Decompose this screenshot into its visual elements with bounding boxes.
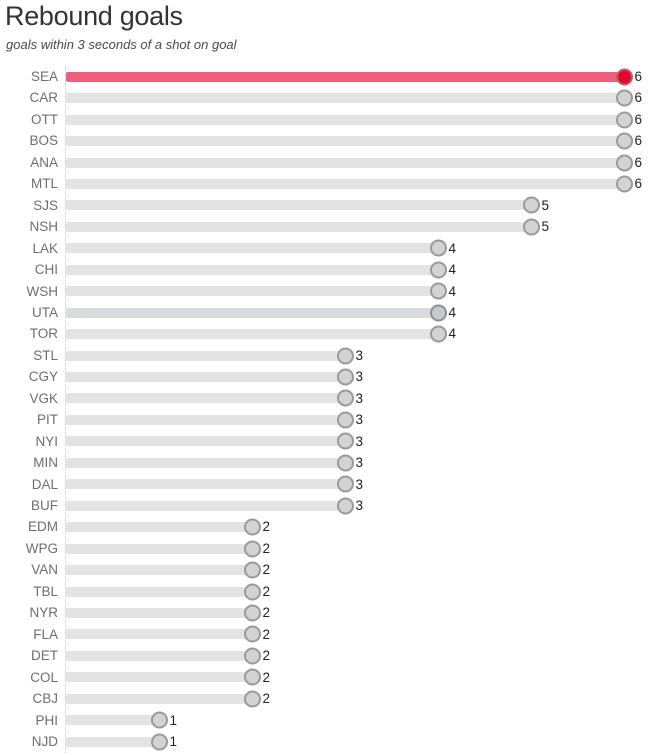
bar-ott[interactable] [66,115,624,125]
dot-marker-col[interactable] [244,669,261,686]
chart-row-phi [0,710,661,731]
value-label-njd: 1 [169,733,178,749]
bar-pit[interactable] [66,415,345,425]
value-label-phi: 1 [169,712,178,728]
category-label-vgk: VGK [29,390,58,406]
chart-row-min [0,452,661,473]
category-label-col: COL [30,669,58,685]
category-label-uta: UTA [32,304,58,320]
dot-marker-wpg[interactable] [244,540,261,557]
category-label-min: MIN [33,455,58,471]
dot-marker-edm[interactable] [244,519,261,536]
category-label-dal: DAL [31,476,58,492]
chart-row-col [0,667,661,688]
dot-marker-stl[interactable] [337,347,354,364]
bar-nyi[interactable] [66,436,345,446]
bar-nsh[interactable] [66,222,531,232]
category-label-wsh: WSH [26,283,58,299]
bar-stl[interactable] [66,351,345,361]
bar-car[interactable] [66,93,624,103]
dot-marker-min[interactable] [337,454,354,471]
chart-row-dal [0,474,661,495]
category-label-mtl: MTL [31,176,58,192]
dot-marker-ott[interactable] [616,111,633,128]
bar-min[interactable] [66,458,345,468]
chart-row-wsh [0,281,661,302]
bar-sea[interactable] [66,72,624,82]
dot-marker-fla[interactable] [244,626,261,643]
bar-chi[interactable] [66,265,438,275]
chart-row-lak [0,238,661,259]
value-label-nyr: 2 [262,605,271,621]
chart-row-vgk [0,388,661,409]
value-label-chi: 4 [448,262,457,278]
dot-marker-nsh[interactable] [523,218,540,235]
dot-marker-pit[interactable] [337,411,354,428]
chart-row-tor [0,323,661,344]
dot-marker-phi[interactable] [151,712,168,729]
dot-marker-bos[interactable] [616,133,633,150]
dot-marker-lak[interactable] [430,240,447,257]
value-label-pit: 3 [355,412,364,428]
bar-wsh[interactable] [66,286,438,296]
value-label-det: 2 [262,648,271,664]
category-label-nyr: NYR [29,605,58,621]
category-label-cgy: CGY [28,369,58,385]
dot-marker-nyr[interactable] [244,604,261,621]
value-label-tor: 4 [448,326,457,342]
bar-dal[interactable] [66,479,345,489]
bar-det[interactable] [66,651,252,661]
plot-area [0,66,661,753]
chart-row-car [0,87,661,108]
dot-marker-chi[interactable] [430,261,447,278]
value-label-car: 6 [634,90,643,106]
chart-row-stl [0,345,661,366]
chart-row-fla [0,624,661,645]
bar-vgk[interactable] [66,393,345,403]
dot-marker-sea[interactable] [616,68,633,85]
bar-cgy[interactable] [66,372,345,382]
value-label-col: 2 [262,669,271,685]
bar-ana[interactable] [66,158,624,168]
chart-row-buf [0,495,661,516]
category-label-phi: PHI [35,712,58,728]
value-label-wsh: 4 [448,283,457,299]
dot-marker-vgk[interactable] [337,390,354,407]
bar-nyr[interactable] [66,608,252,618]
bar-sjs[interactable] [66,200,531,210]
chart-row-njd [0,731,661,752]
category-label-chi: CHI [34,262,58,278]
chart-row-ana [0,152,661,173]
value-label-edm: 2 [262,519,271,535]
value-label-cbj: 2 [262,691,271,707]
bar-lak[interactable] [66,243,438,253]
bar-tor[interactable] [66,329,438,339]
chart-row-ott [0,109,661,130]
category-label-det: DET [31,648,58,664]
category-label-van: VAN [31,562,58,578]
bar-mtl[interactable] [66,179,624,189]
category-label-edm: EDM [28,519,58,535]
value-label-nsh: 5 [541,219,550,235]
bar-tbl[interactable] [66,587,252,597]
value-label-van: 2 [262,562,271,578]
category-label-fla: FLA [33,626,58,642]
chart-row-sea [0,66,661,87]
dot-marker-uta[interactable] [430,304,447,321]
chart-row-pit [0,409,661,430]
chart-row-nyr [0,602,661,623]
value-label-stl: 3 [355,347,364,363]
dot-marker-tor[interactable] [430,326,447,343]
dot-marker-buf[interactable] [337,497,354,514]
chart-row-mtl [0,173,661,194]
chart-row-nsh [0,216,661,237]
chart-title: Rebound goals [5,1,183,31]
bar-van[interactable] [66,565,252,575]
chart-row-nyi [0,431,661,452]
value-label-bos: 6 [634,133,643,149]
category-label-buf: BUF [31,498,58,513]
dot-marker-tbl[interactable] [244,583,261,600]
dot-marker-ana[interactable] [616,154,633,171]
bar-phi[interactable] [66,715,159,725]
value-label-nyi: 3 [355,433,364,449]
bar-edm[interactable] [66,522,252,532]
value-label-cgy: 3 [355,369,364,385]
chart-row-det [0,645,661,666]
value-label-ott: 6 [634,111,643,127]
category-label-ana: ANA [30,154,58,170]
value-label-vgk: 3 [355,390,364,406]
bar-njd[interactable] [66,737,159,747]
chart-row-uta [0,302,661,323]
category-label-sea: SEA [30,69,58,84]
dot-marker-sjs[interactable] [523,197,540,214]
chart-row-cbj [0,688,661,709]
category-label-pit: PIT [36,412,58,428]
category-label-nyi: NYI [35,433,58,449]
dot-marker-dal[interactable] [337,476,354,493]
category-label-ott: OTT [31,111,58,127]
value-label-tbl: 2 [262,583,271,599]
chart-row-bos [0,130,661,151]
dot-marker-wsh[interactable] [430,283,447,300]
category-label-wpg: WPG [25,540,58,556]
category-label-bos: BOS [29,133,58,149]
dot-marker-cgy[interactable] [337,369,354,386]
dot-marker-car[interactable] [616,90,633,107]
value-label-wpg: 2 [262,540,271,556]
bar-uta[interactable] [66,308,438,318]
dot-marker-van[interactable] [244,562,261,579]
value-label-lak: 4 [448,240,457,256]
dot-marker-nyi[interactable] [337,433,354,450]
chart-row-van [0,559,661,580]
dot-marker-cbj[interactable] [244,690,261,707]
value-label-dal: 3 [355,476,364,492]
value-label-sea: 6 [634,69,643,84]
chart-row-cgy [0,366,661,387]
chart-row-sjs [0,195,661,216]
category-label-tbl: TBL [33,583,58,599]
chart-subtitle: goals within 3 seconds of a shot on goal [6,37,237,52]
value-label-sjs: 5 [541,197,550,213]
bar-cbj[interactable] [66,694,252,704]
bar-wpg[interactable] [66,544,252,554]
bar-buf[interactable] [66,501,345,511]
value-label-fla: 2 [262,626,271,642]
value-label-buf: 3 [355,498,364,513]
value-label-min: 3 [355,455,364,471]
category-label-njd: NJD [31,733,58,749]
dot-marker-det[interactable] [244,647,261,664]
bar-bos[interactable] [66,136,624,146]
value-label-uta: 4 [448,304,457,320]
value-label-mtl: 6 [634,176,643,192]
value-label-ana: 6 [634,154,643,170]
chart-row-tbl [0,581,661,602]
category-label-cbj: CBJ [32,691,58,707]
category-label-sjs: SJS [33,197,58,213]
dot-marker-njd[interactable] [151,733,168,750]
bar-fla[interactable] [66,629,252,639]
category-label-lak: LAK [32,240,58,256]
chart-row-wpg [0,538,661,559]
category-label-stl: STL [33,347,58,363]
chart-row-edm [0,516,661,537]
category-label-car: CAR [29,90,58,106]
category-label-tor: TOR [29,326,58,342]
bar-col[interactable] [66,672,252,682]
dot-marker-mtl[interactable] [616,175,633,192]
chart-row-chi [0,259,661,280]
category-label-nsh: NSH [29,219,58,235]
